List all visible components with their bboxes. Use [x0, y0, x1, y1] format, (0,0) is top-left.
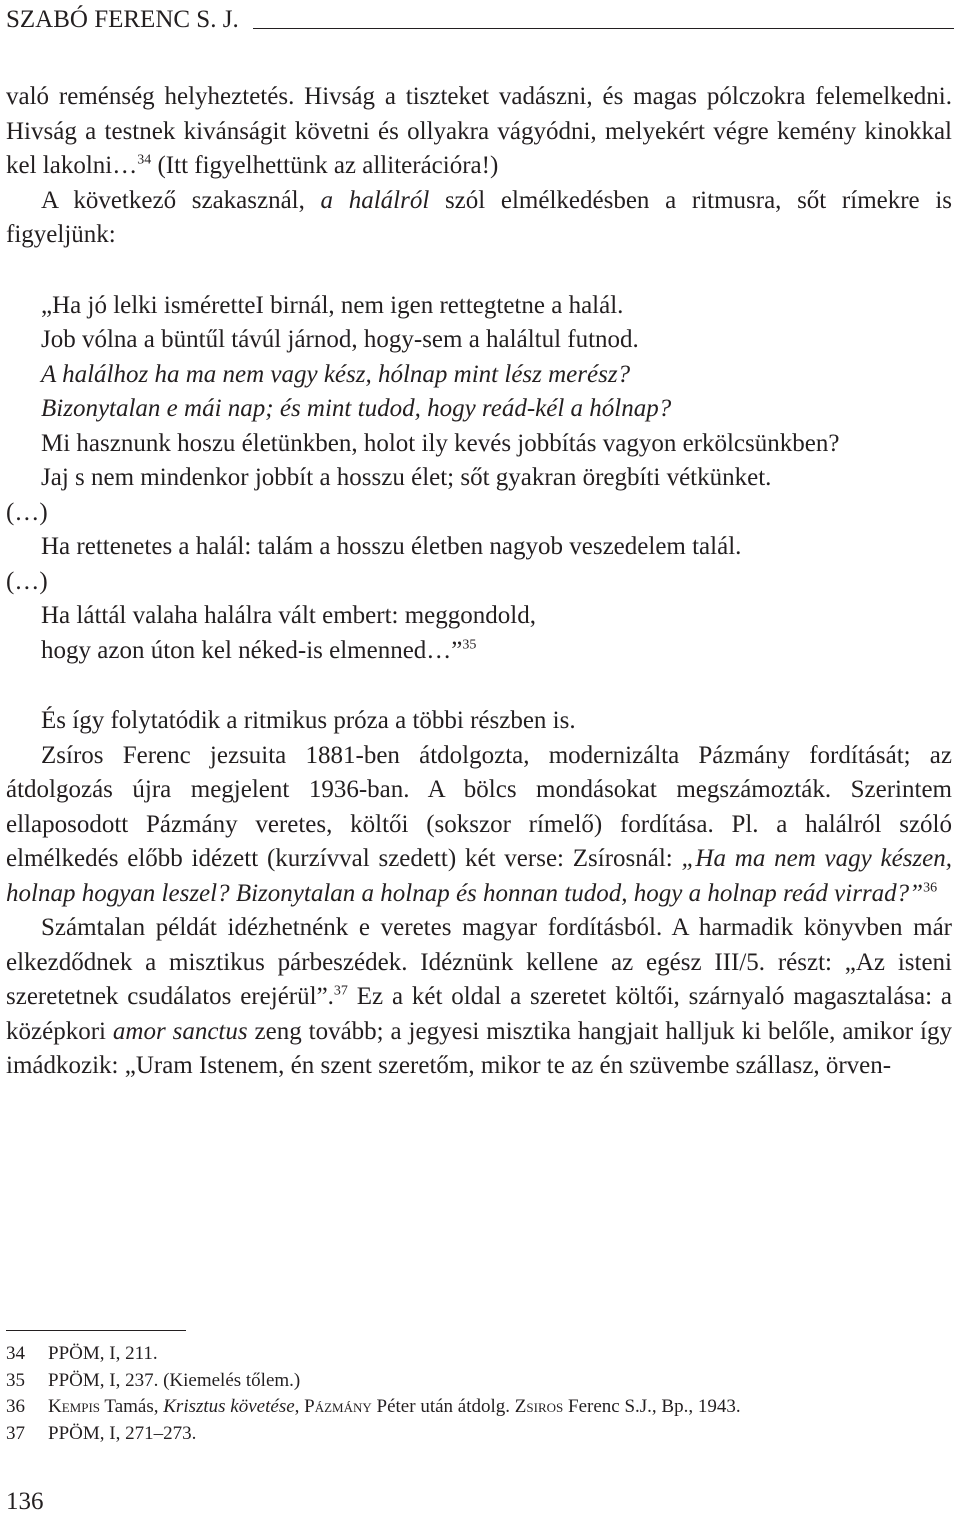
paragraph [6, 80, 952, 184]
footnote-fragment: Ferenc S.J., Bp., 1943. [563, 1396, 741, 1417]
paragraph-text: A következő szakasznál, [41, 186, 321, 214]
footnote-number: 34 [6, 1343, 25, 1364]
footnote-number: 35 [6, 1369, 25, 1391]
verse-text: hogy azon úton kel néked-is elmenned…” [41, 636, 463, 664]
author-name: Pázmány [304, 1396, 372, 1417]
running-header [6, 4, 954, 36]
running-title: SZABÓ FERENC S. J. [6, 4, 253, 36]
footnote-ref: 35 [462, 637, 477, 653]
ellipsis: (…) [6, 567, 48, 595]
book-title: Krisztus követése [163, 1396, 295, 1417]
ellipsis: (…) [6, 498, 48, 526]
paragraph [6, 911, 952, 1084]
paragraph-text: zeng tovább; a jegyesi misztika hangjait halljuk ki belőle, amikor így imádkozik: „Uram Istenem, én szent szeretőm, mikor te az én szüvembe szállasz, örven- [6, 1017, 952, 1079]
author-name: Kempis [48, 1396, 101, 1417]
paragraph [6, 739, 952, 912]
spacer [6, 253, 952, 289]
footnote-text: PPÖM, I, 211. [48, 1343, 158, 1364]
footnote-number: 36 [6, 1396, 25, 1417]
verse-line: Jaj s nem mindenkor jobbít a hosszu élet; sőt gyakran öregbíti vétkünket. [41, 464, 772, 491]
emphasis: „Ha ma nem vagy készen, holnap hogyan leszel? Bizonytalan a holnap és honnan tudod, hogy a holnap reád virrad?” [6, 845, 952, 907]
footnote [6, 1421, 952, 1448]
footnote-ref: 34 [137, 152, 152, 168]
footnote [6, 1341, 952, 1368]
paragraph-text: Számtalan példát idézhetnénk e veretes magyar fordításból. A harmadik könyvben már elkezdődnek a misztikus párbeszédek. Idéznünk kellene az egész III/5. részt: „Az isteni szeretetnek csudálatos erejérül”. [6, 914, 952, 1010]
emphasis: a halálról [320, 186, 430, 214]
paragraph-text: Ez a két oldal a szeretet költői, szárnyaló magasztalása: a középkori [6, 983, 952, 1045]
verse-italic: A halálhoz ha ma nem vagy kész, hólnap mint lész merész? [41, 360, 631, 388]
verse-line: Mi hasznunk hoszu életünkben, holot ily kevés jobbítás vagyon erkölcsünkben? [41, 429, 840, 457]
footnote-text [48, 1394, 741, 1421]
verse-line: „Ha jó lelki isméretteI birnál, nem igen rettegtetne a halál. [41, 291, 624, 319]
main-text [6, 80, 952, 1084]
paragraph: És így folytatódik a ritmikus próza a többi részben is. [41, 707, 576, 734]
paragraph-text: való reménség helyheztetés. Hivság a tiszteket vadászni, és magas pólczokra felemelkedni. Hivság a testnek kivánságit követni és ollyakra vágyódni, melyekért végre kemény kinokkal kel lakolni… [6, 83, 952, 179]
verse-line: Job vólna a büntűl távúl járnod, hogy-sem a haláltul futnod. [41, 326, 639, 353]
page-number: 136 [6, 1488, 44, 1515]
footnote-fragment: , [294, 1396, 305, 1417]
emphasis: amor sanctus [112, 1017, 248, 1045]
paragraph-text: szól elmélkedésben a ritmusra, sőt rímekre is figyeljünk: [6, 186, 952, 248]
footnote-number: 37 [6, 1422, 25, 1444]
footnote-text: PPÖM, I, 271–273. [48, 1422, 197, 1444]
verse-line: Ha láttál valaha halálra vált embert: meggondold, [41, 602, 536, 629]
footnote-ref: 37 [333, 983, 348, 999]
verse-line [6, 392, 952, 427]
verse-line [6, 634, 952, 669]
footnote [6, 1368, 952, 1395]
spacer [6, 668, 952, 704]
footnote-fragment: Péter után átdolg. [371, 1396, 515, 1417]
verse-italic: Bizonytalan e mái nap; és mint tudod, hogy reád-kél a hólnap? [41, 395, 672, 422]
verse-line: Ha rettenetes a halál: talám a hosszu életben nagyob veszedelem talál. [41, 533, 742, 560]
footnote-text: PPÖM, I, 237. (Kiemelés tőlem.) [48, 1369, 301, 1391]
footnote-ref: 36 [923, 880, 938, 896]
footnote-fragment: Tamás, [100, 1396, 164, 1417]
footnotes [6, 1330, 952, 1447]
author-name: Zsiros [514, 1396, 564, 1417]
footnote [6, 1394, 952, 1421]
verse-line [6, 358, 952, 393]
footnote-rule [6, 1330, 186, 1331]
quoted-verse [6, 289, 952, 669]
paragraph-text: (Itt figyelhettünk az alliterációra!) [151, 152, 499, 179]
paragraph [6, 184, 952, 253]
paragraph-text: Zsíros Ferenc jezsuita 1881-ben átdolgozta, modernizálta Pázmány fordítását; az átdolgozás újra megjelent 1936-ban. A bölcs mondásokat megszámozták. Szerintem ellaposodott Pázmány veretes, költői (sokszor rímelő) fordítása. Pl. a halálról szóló elmélkedés előbb idézett (kurzívval szedett) két verse: Zsírosnál: [6, 741, 952, 872]
